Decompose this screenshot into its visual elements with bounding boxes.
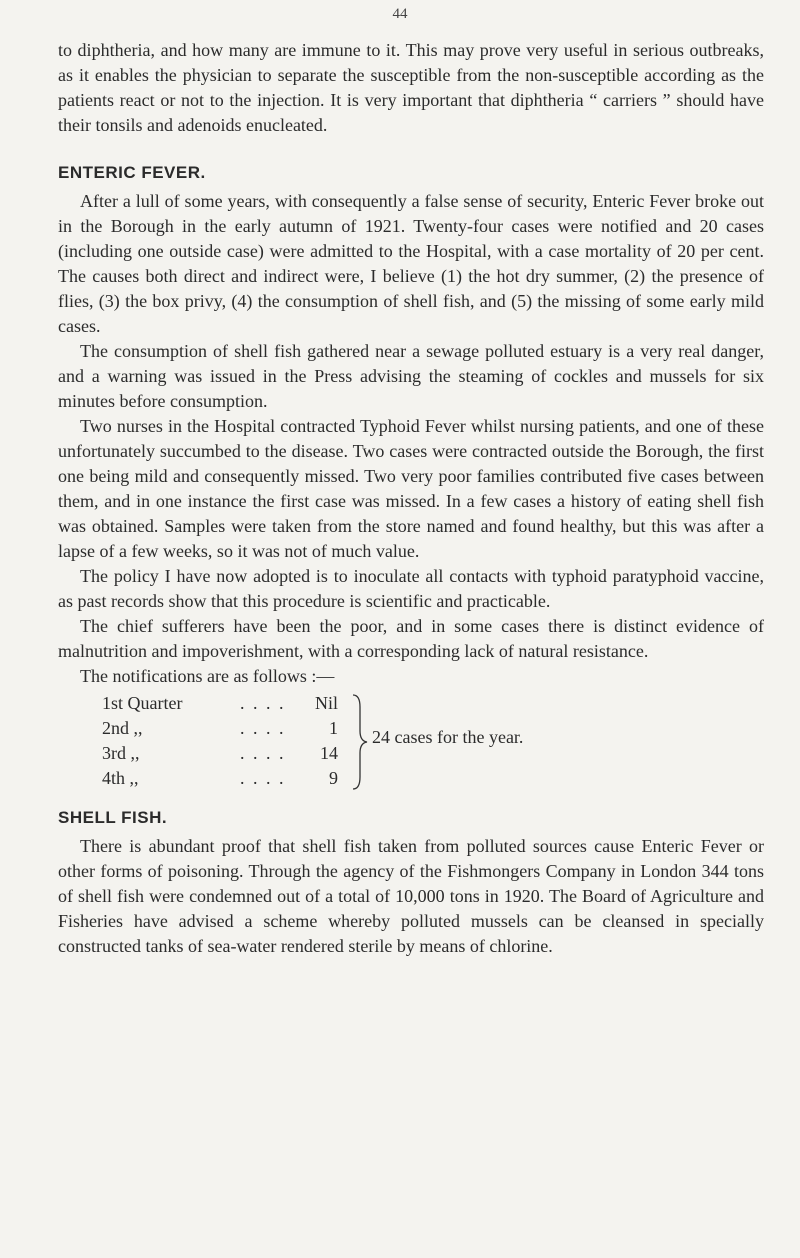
enteric-paragraph: The chief sufferers have been the poor, and in some cases there is distinct evidence of malnutrition and impoverishment, with a corresponding lack of natural resistance. — [58, 616, 764, 661]
quarter-label: 1st Quarter — [102, 693, 183, 713]
quarter-label: 4th ,, — [102, 768, 139, 788]
enteric-fever-heading: ENTERIC FEVER. — [58, 163, 206, 182]
leader-dots: . . . . — [240, 743, 286, 763]
shell-fish-paragraph: There is abundant proof that shell fish taken from polluted sources cause Enteric Fever or other forms of poisoning. Through the agency of the Fishmongers Company in London 344 tons of shell fish were condemned out of a total of 10,000 tons in 1920. The Board of Agriculture and Fisheries have advised a scheme whereby polluted mussels can be cleansed in specially constructed tanks of sea-water rendered sterile by means of chlorine. — [58, 836, 764, 956]
enteric-paragraph: The consumption of shell fish gathered near a sewage polluted estuary is a very real danger, and a warning was issued in the Press advising the steaming of cockles and mussels for six minutes before consumption. — [58, 341, 764, 411]
quarter-label: 2nd ,, — [102, 718, 143, 738]
quarter-label: 3rd ,, — [102, 743, 140, 763]
notifications-total: 24 cases for the year. — [372, 727, 524, 747]
quarter-count: 1 — [329, 718, 338, 738]
quarter-count: 14 — [320, 743, 338, 763]
quarter-count: 9 — [329, 768, 338, 788]
enteric-paragraph: Two nurses in the Hospital contracted Typhoid Fever whilst nursing patients, and one of these unfortunately succumbed to the disease. Two cases were contracted outside the Borough, the first one being mild and consequently missed. Two very poor families contributed five cases between them, and in one instance the first case was missed. In a few cases a history of eating shell fish was obtained. Samples were taken from the store named and found healthy, but this was after a lapse of a few weeks, so it was not of much value. — [58, 416, 764, 561]
page-number: 44 — [392, 6, 408, 22]
enteric-paragraph: After a lull of some years, with consequently a false sense of security, Enteric Fever broke out in the Borough in the early autumn of 1921. Twenty-four cases were notified and 20 cases (including one outside case) were admitted to the Hospital, with a case mortality of 20 per cent. The causes both direct and indirect were, I believe (1) the hot dry summer, (2) the presence of flies, (3) the box privy, (4) the consumption of shell fish, and (5) the missing of some early mild cases. — [58, 191, 764, 336]
leader-dots: . . . . — [240, 768, 286, 788]
leader-dots: . . . . — [240, 718, 286, 738]
leader-dots: . . . . — [240, 693, 286, 713]
right-brace-icon — [350, 693, 370, 791]
notifications-intro: The notifications are as follows :— — [80, 666, 335, 686]
quarter-count: Nil — [314, 693, 338, 713]
page-body — [58, 38, 764, 959]
enteric-paragraph: The policy I have now adopted is to inoculate all contacts with typhoid paratyphoid vaccine, as past records show that this procedure is scientific and practicable. — [58, 566, 764, 611]
intro-paragraph: to diphtheria, and how many are immune to it. This may prove very useful in serious outbreaks, as it enables the physician to separate the susceptible from the non-susceptible according as the patients react or not to the injection. It is very important that diphtheria “ carriers ” should have their tonsils and adenoids enucleated. — [58, 40, 764, 135]
notifications-table — [102, 691, 764, 795]
shell-fish-heading: SHELL FISH. — [58, 808, 168, 827]
